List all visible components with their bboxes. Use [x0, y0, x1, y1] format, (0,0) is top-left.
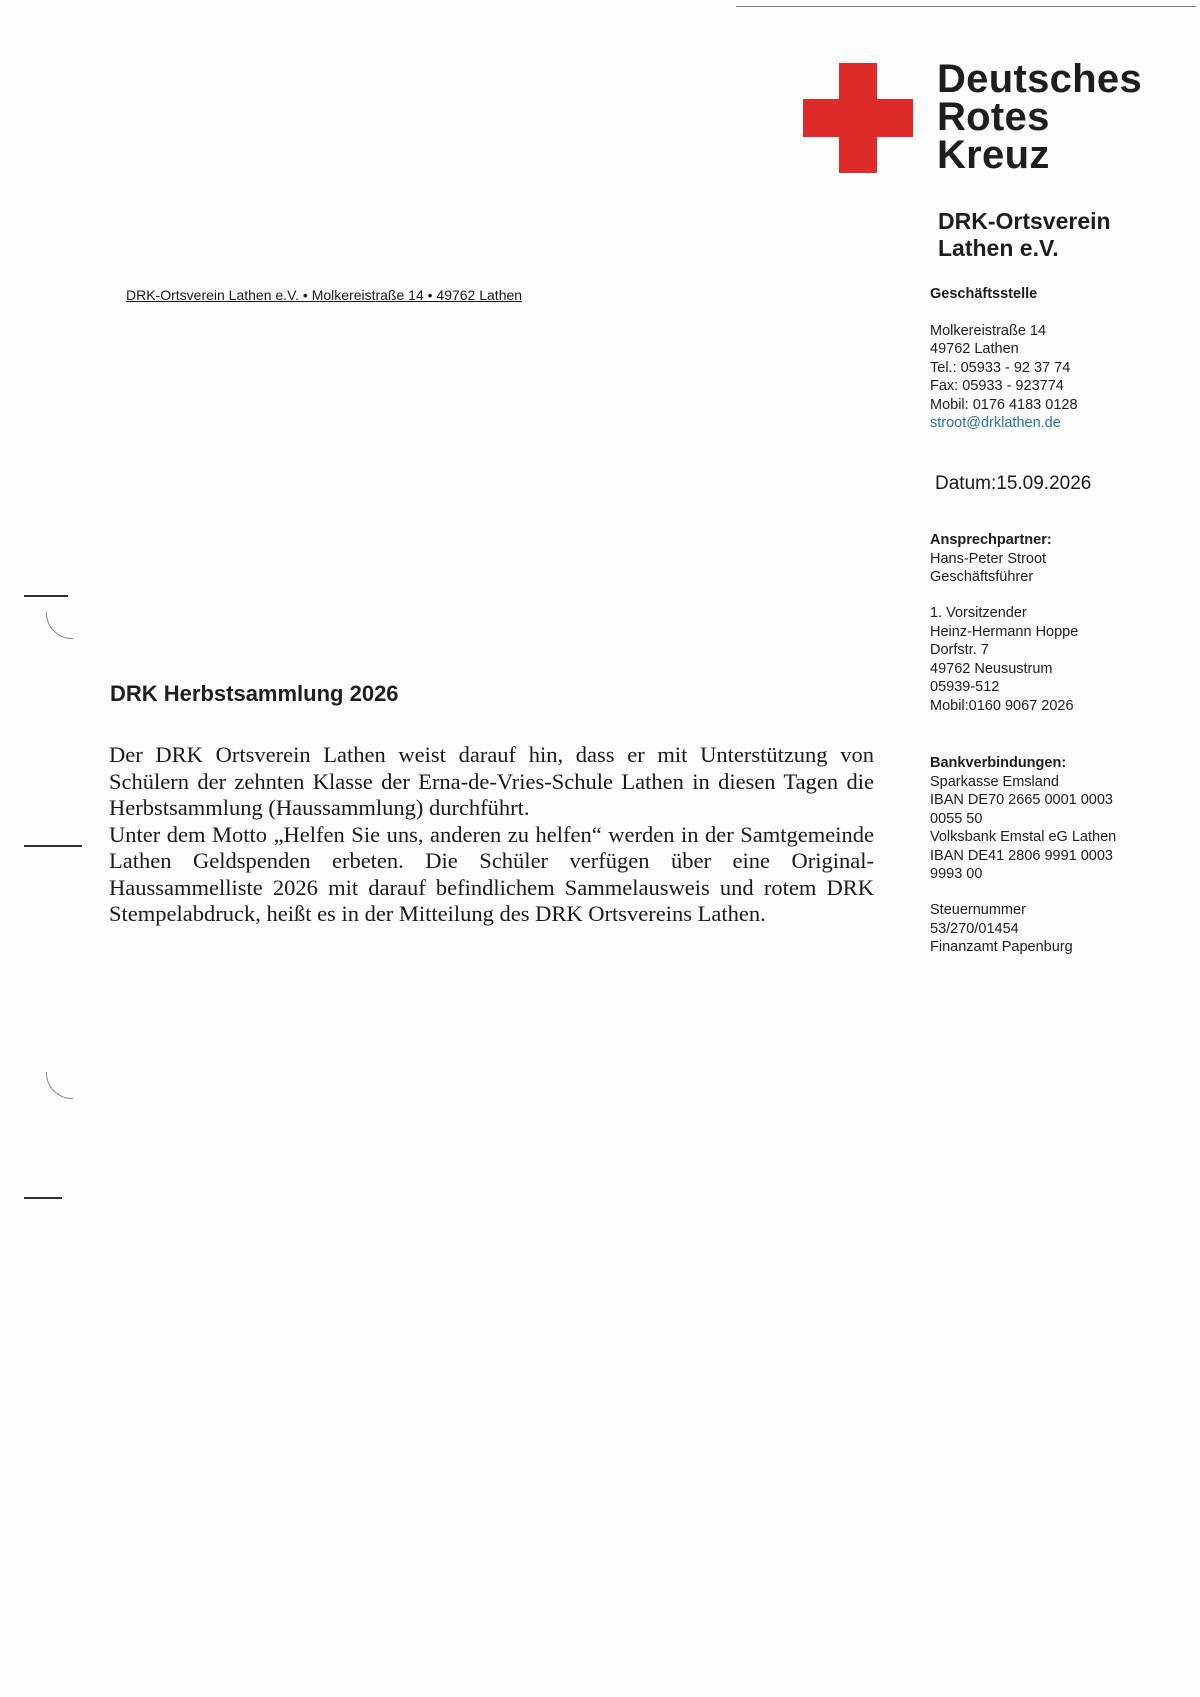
bank-1-iban: IBAN DE70 2665 0001 0003 [930, 792, 1113, 808]
contact-role: Geschäftsführer [930, 569, 1034, 585]
fold-mark [24, 845, 82, 847]
chairman-street: Dorfstr. 7 [930, 642, 989, 658]
red-cross-logo-icon [803, 63, 913, 173]
brand-name [937, 57, 1143, 177]
punch-mark [46, 1072, 73, 1099]
tax-office: Finanzamt Papenburg [930, 939, 1073, 955]
letter-paragraph-1: Der DRK Ortsverein Lathen weist darauf hin, dass er mit Unterstützung von Schülern der zehnten Klasse der Erna-de-Vries-Schule Lathen in diesen Tagen die Herbstsammlung (Haussammlung) durchführt. [109, 742, 874, 820]
letter-title: DRK Herbstsammlung 2026 [110, 681, 399, 706]
tax-number: 53/270/01454 [930, 920, 1019, 937]
letter-paragraph-2: Unter dem Motto „Helfen Sie uns, anderen zu helfen“ werden in der Samtgemeinde Lathen Geldspenden erbeten. Die Schüler verfügen über eine Original-Haussammelliste 2026 mit darauf befindlichem Sammelausweis und rotem DRK Stempelabdruck, heißt es in der Mitteilung des DRK Ortsvereins Lathen. [109, 821, 874, 926]
chairman-block [930, 604, 1190, 715]
date-label: Datum: [935, 473, 997, 494]
contact-heading: Ansprechpartner: [930, 532, 1052, 548]
punch-mark [46, 612, 73, 639]
bank-2-name: Volksbank Emstal eG Lathen [930, 829, 1117, 845]
contact-block [930, 531, 1190, 587]
org-line-2: Lathen e.V. [938, 235, 1059, 261]
brand-line-2: Rotes [937, 95, 1050, 139]
office-street: Molkereistraße 14 [930, 322, 1047, 339]
bank-heading: Bankverbindungen: [930, 755, 1067, 771]
chairman-city: 49762 Neusustrum [930, 660, 1053, 677]
letter-body [109, 742, 874, 928]
org-line-1: DRK-Ortsverein [938, 208, 1111, 234]
sender-address-line: DRK-Ortsverein Lathen e.V. • Molkereistraße 14 • 49762 Lathen [126, 287, 523, 303]
office-block [930, 285, 1190, 433]
email-link[interactable]: stroot@drklathen.de [930, 415, 1061, 431]
fold-mark [24, 1197, 62, 1199]
chairman-name: Heinz-Hermann Hoppe [930, 623, 1079, 640]
bank-2-iban: IBAN DE41 2806 9991 0003 [930, 847, 1113, 864]
date [935, 473, 1091, 495]
bank-block [930, 754, 1190, 884]
chairman-title: 1. Vorsitzender [930, 605, 1027, 621]
brand-line-1: Deutsches [937, 57, 1143, 101]
office-mobile: Mobil: 0176 4183 0128 [930, 396, 1078, 413]
brand-line-3: Kreuz [937, 133, 1050, 177]
tax-block [930, 901, 1190, 957]
fold-mark [24, 595, 68, 597]
office-fax: Fax: 05933 - 923774 [930, 378, 1064, 394]
organization-name [938, 208, 1111, 262]
office-heading: Geschäftsstelle [930, 286, 1038, 302]
date-value: 15.09.2026 [996, 473, 1092, 494]
contact-name: Hans-Peter Stroot [930, 550, 1047, 567]
bank-1-iban-cont: 0055 50 [930, 810, 983, 827]
office-tel: Tel.: 05933 - 92 37 74 [930, 359, 1071, 376]
chairman-phone: 05939-512 [930, 679, 1000, 695]
chairman-mobile: Mobil:0160 9067 2026 [930, 697, 1074, 714]
bank-1-name: Sparkasse Emsland [930, 773, 1059, 790]
header-rule [736, 6, 1196, 7]
bank-2-iban-cont: 9993 00 [930, 866, 983, 882]
tax-heading: Steuernummer [930, 902, 1026, 918]
office-city: 49762 Lathen [930, 341, 1019, 357]
